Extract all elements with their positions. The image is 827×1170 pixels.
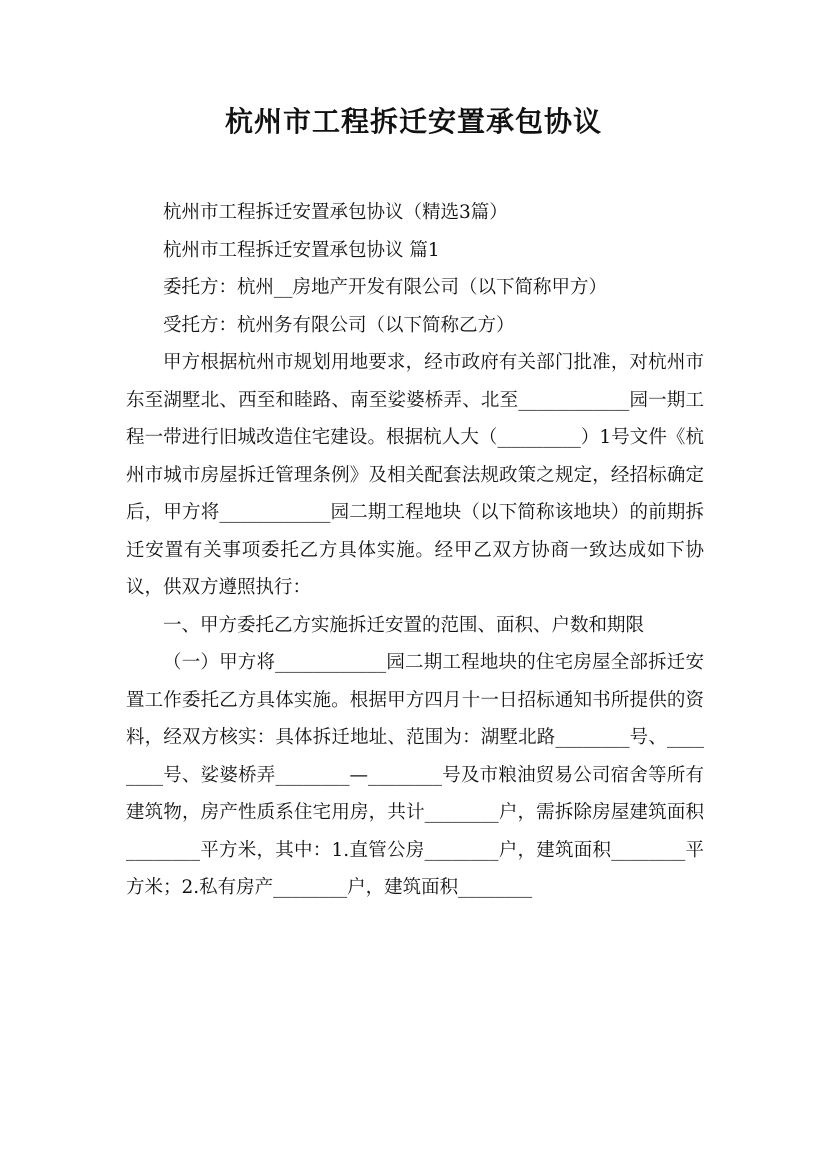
document-body (126, 194, 704, 907)
paragraph-clause-1-1: （一）甲方将____________园二期工程地块的住宅房屋全部拆迁安置工作委托乙方具体实施。根据甲方四月十一日招标通知书所提供的资料，经双方核实：具体拆迁地址、范围为：湖墅北路________号、________号、娑婆桥弄________—________号及市粮油贸易公司宿舍等所有建筑物，房产性质系住宅用房，共计________户，需拆除房屋建筑面积________平方米，其中：1.直管公房________户，建筑面积________平方米；2.私有房产________户，建筑面积________ (126, 652, 704, 898)
paragraph-client: 委托方：杭州__房地产开发有限公司（以下简称甲方） (163, 277, 608, 298)
document-title: 杭州市工程拆迁安置承包协议 (224, 105, 602, 138)
paragraph-contractor: 受托方：杭州务有限公司（以下简称乙方） (163, 314, 515, 336)
paragraph-subtitle: 杭州市工程拆迁安置承包协议（精选3篇） (163, 202, 508, 223)
paragraph-clause-1-heading: 一、甲方委托乙方实施拆迁安置的范围、面积、户数和期限 (163, 614, 645, 636)
paragraph-section-heading: 杭州市工程拆迁安置承包协议 篇1 (163, 239, 440, 261)
paragraph-background: 甲方根据杭州市规划用地要求，经市政府有关部门批准，对杭州市东至湖墅北、西至和睦路、南至娑婆桥弄、北至____________园一期工程一带进行旧城改造住宅建设。根据杭人大（_________）1号文件《杭州市城市房屋拆迁管理条例》及相关配套法规政策之规定，经招标确定后，甲方将____________园二期工程地块（以下简称该地块）的前期拆迁安置有关事项委托乙方具体实施。经甲乙双方协商一致达成如下协议，供双方遵照执行： (126, 352, 704, 598)
